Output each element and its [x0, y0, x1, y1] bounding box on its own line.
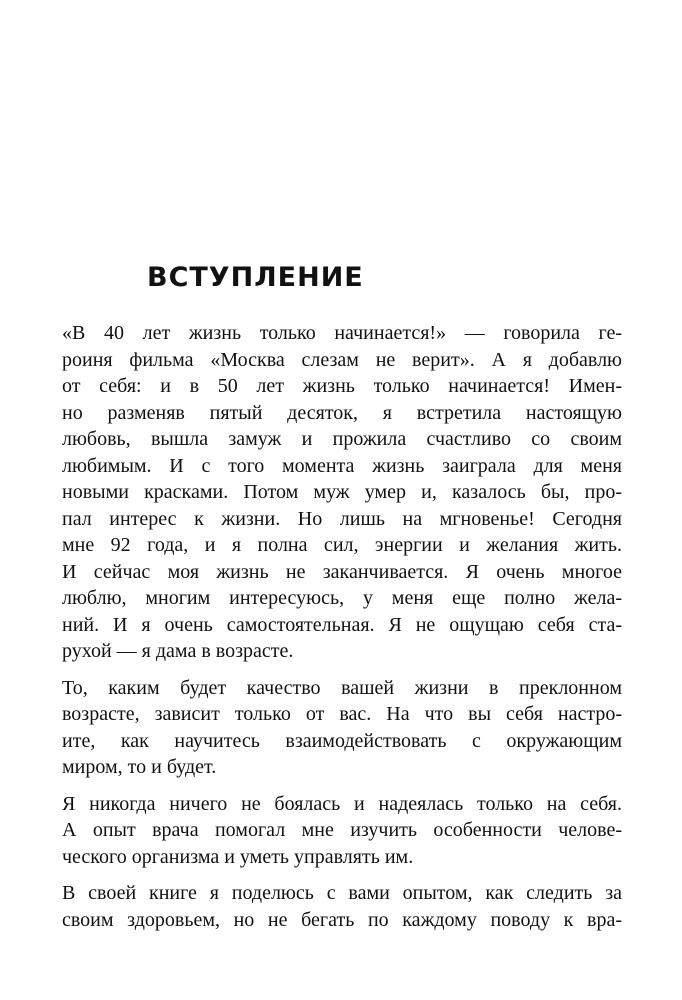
text-line: мне 92 года, и я полна сил, энергии и желания жить.	[62, 534, 622, 556]
text-line: «В 40 лет жизнь только начинается!» — говорила ге-	[62, 322, 622, 344]
text-line: ний. И я очень самостоятельная. Я не ощущаю себя ста-	[62, 613, 622, 636]
text-line: ите, как научитесь взаимодействовать с окружающим	[62, 729, 622, 752]
text-line: рухой — я дама в возрасте.	[62, 640, 294, 662]
text-line: своим здоровьем, но не бегать по каждому поводу к вра-	[62, 908, 622, 931]
text-line: любимым. И с того момента жизнь заиграла для меня	[62, 454, 622, 477]
text-line: В своей книге я поделюсь с вами опытом, как следить за	[62, 882, 622, 904]
text-line: миром, то и будет.	[62, 756, 217, 778]
text-line: новыми красками. Потом муж умер и, казалось бы, про-	[62, 481, 622, 503]
text-line: люблю, многим интересуюсь, у меня еще полно жела-	[62, 587, 622, 609]
paragraph	[62, 880, 622, 933]
paragraph	[62, 791, 622, 871]
text-line: ческого организма и уметь управлять им.	[62, 845, 414, 868]
body-text	[62, 320, 622, 943]
text-line: от себя: и в 50 лет жизнь только начинается! Имен-	[62, 375, 622, 397]
text-line: И сейчас моя жизнь не заканчивается. Я очень многое	[62, 560, 622, 583]
paragraph	[62, 320, 622, 665]
text-line: пал интерес к жизни. Но лишь на мгновенье! Сегодня	[62, 507, 622, 530]
text-line: Я никогда ничего не боялась и надеялась только на себя.	[62, 792, 622, 815]
text-line: А опыт врача помогал мне изучить особенности челове-	[62, 819, 622, 841]
text-line: но разменяв пятый десяток, я встретила настоящую	[62, 401, 622, 424]
text-line: роиня фильма «Москва слезам не верит». А я добавлю	[62, 348, 622, 371]
chapter-title: ВСТУПЛЕНИЕ	[147, 262, 364, 293]
text-line: То, каким будет качество вашей жизни в преклонном	[62, 676, 622, 699]
text-line: возрасте, зависит только от вас. На что вы себя настро-	[62, 703, 622, 725]
paragraph	[62, 675, 622, 781]
text-line: любовь, вышла замуж и прожила счастливо со своим	[62, 428, 622, 450]
